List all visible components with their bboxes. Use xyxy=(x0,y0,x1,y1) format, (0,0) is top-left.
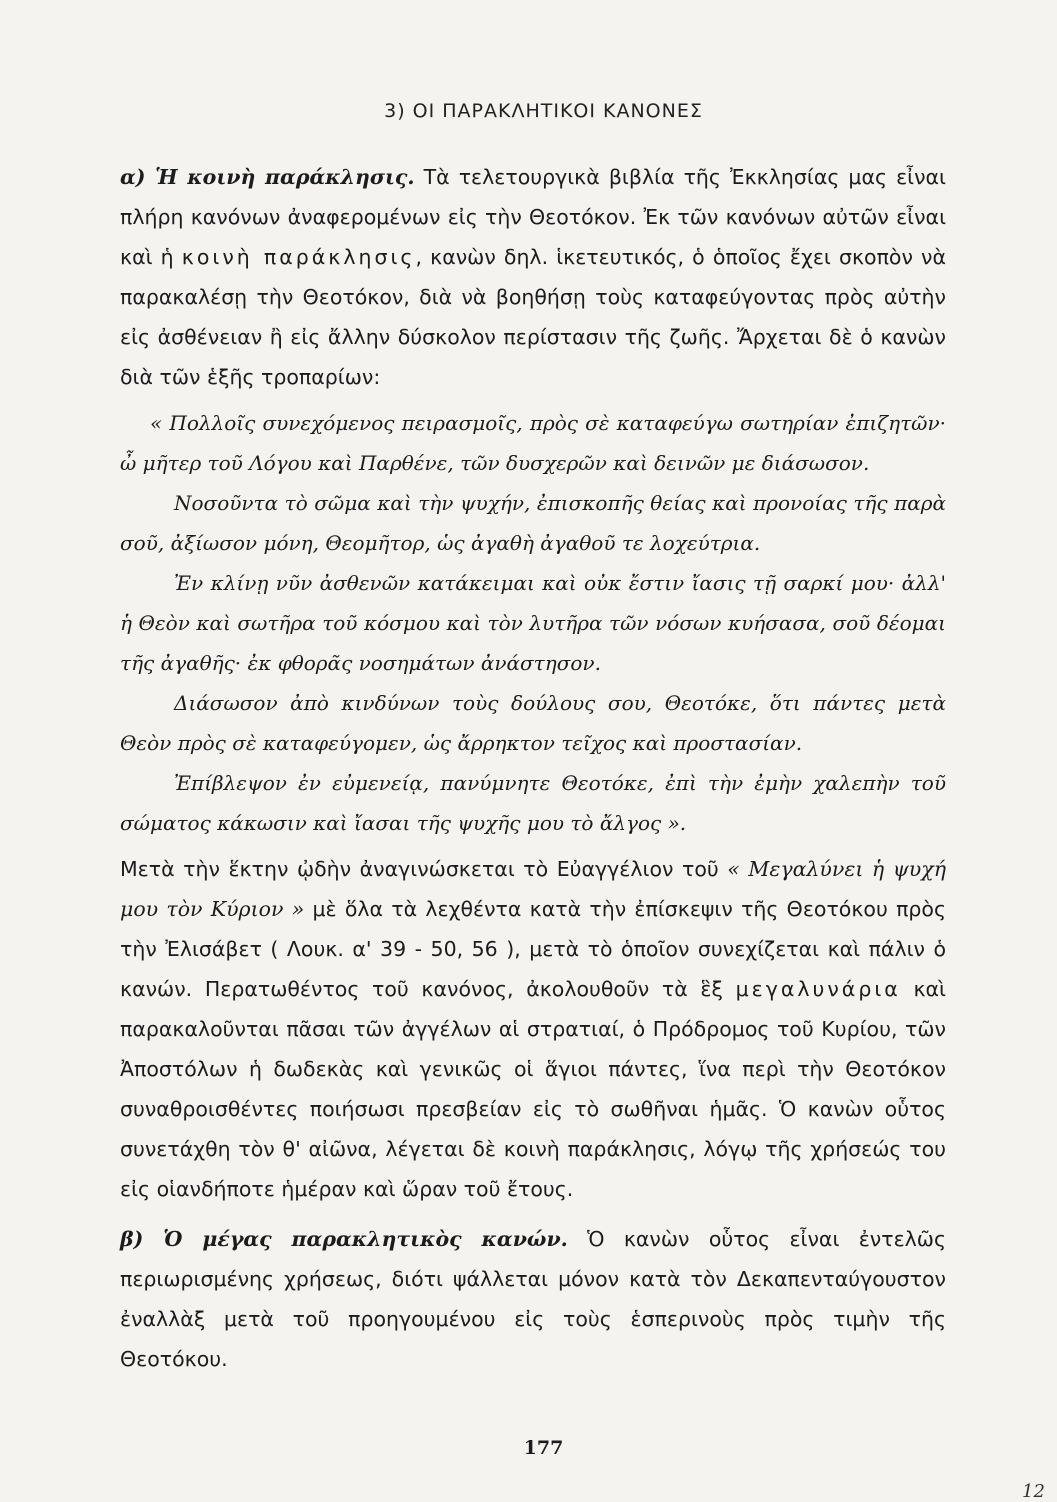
section-a-heading: α) Ἡ κοινὴ παράκλησις. xyxy=(120,165,415,189)
page-body xyxy=(120,157,946,1379)
troparia-quote-block xyxy=(120,403,946,843)
troparion-3: Ἐν κλίνῃ νῦν ἀσθενῶν κατάκειμαι καὶ οὐκ ἔστιν ἴασις τῇ σαρκί μου· ἀλλ' ἡ Θεὸν καὶ σωτῆρα τοῦ κόσμου καὶ τὸν λυτῆρα τῶν νόσων κυήσασα, σοῦ δέομαι τῆς ἀγαθῆς· ἐκ φθορᾶς νοσημάτων ἀνάστησον. xyxy=(120,571,946,675)
megalynaria-term: μεγαλυνάρια xyxy=(735,977,901,1001)
paragraph-great-supplication xyxy=(120,1219,946,1379)
magnificat-title: « Μεγαλύνει ἡ ψυχή μου τὸν Κύριον » xyxy=(120,857,946,921)
paragraph-common-supplication xyxy=(120,157,946,397)
after-quotes-text-1: Μετὰ τὴν ἕκτην ᾠδὴν ἀναγινώσκεται τὸ Εὐαγγέλιον τοῦ xyxy=(120,857,728,881)
section-b-text: Ὁ κανὼν οὗτος εἶναι ἐντελῶς περιωρισμένης χρήσεως, διότι ψάλλεται μόνον κατὰ τὸν Δεκαπενταύγουστον ἐναλλὰξ μετὰ τοῦ προηγουμένου εἰς τοὺς ἑσπερινοὺς πρὸς τιμὴν τῆς Θεοτόκου. xyxy=(120,1227,946,1371)
troparion-5: Ἐπίβλεψον ἐν εὐμενείᾳ, πανύμνητε Θεοτόκε, ἐπὶ τὴν ἐμὴν χαλεπὴν τοῦ σώματος κάκωσιν καὶ ἴασαι τῆς ψυχῆς μου τὸ ἄλγος ». xyxy=(120,771,946,835)
section-b-heading: β) Ὁ μέγας παρακλητικὸς κανών. xyxy=(120,1227,568,1251)
paragraph-after-sixth-ode xyxy=(120,849,946,1209)
after-quotes-text-3: καὶ παρακαλοῦνται πᾶσαι τῶν ἀγγέλων αἱ στρατιαί, ὁ Πρόδρομος τοῦ Κυρίου, τῶν Ἀποστόλων ἡ δωδεκὰς καὶ γενικῶς οἱ ἅγιοι πάντες, ἵνα περὶ τὴν Θεοτόκον συναθροισθέντες ποιήσωσι πρεσβείαν εἰς τὸ σωθῆναι ἡμᾶς. Ὁ κανὼν οὗτος συνετάχθη τὸν θ' αἰῶνα, λέγεται δὲ κοινὴ παράκλησις, λόγῳ τῆς χρήσεώς του εἰς οἱανδήποτε ἡμέραν καὶ ὥραν τοῦ ἔτους. xyxy=(120,977,946,1201)
section-a-text-2: , κανὼν δηλ. ἱκετευτικός, ὁ ὁποῖος ἔχει σκοπὸν νὰ παρακαλέσῃ τὴν Θεοτόκον, διὰ νὰ βοηθήσῃ τοὺς καταφεύγοντας πρὸς αὐτὴν εἰς ἀσθένειαν ἢ εἰς ἄλλην δύσκολον περίστασιν τῆς ζωῆς. Ἄρχεται δὲ ὁ κανὼν διὰ τῶν ἑξῆς τροπαρίων: xyxy=(120,245,946,389)
troparion-1: « Πολλοῖς συνεχόμενος πειρασμοῖς, πρὸς σὲ καταφεύγω σωτηρίαν ἐπιζητῶν· ὦ μῆτερ τοῦ Λόγου καὶ Παρθένε, τῶν δυσχερῶν καὶ δεινῶν με διάσωσον. xyxy=(120,411,946,475)
section-a-spaced-term: κοινὴ παράκλησις xyxy=(181,245,416,269)
page-number: 177 xyxy=(523,1437,564,1459)
signature-mark: 12 xyxy=(1022,1481,1045,1502)
troparion-2: Νοσοῦντα τὸ σῶμα καὶ τὴν ψυχήν, ἐπισκοπῆς θείας καὶ προνοίας τῆς παρὰ σοῦ, ἀξίωσον μόνη, Θεομῆτορ, ὡς ἀγαθὴ ἀγαθοῦ τε λοχεύτρια. xyxy=(120,491,946,555)
chapter-header: 3) ΟΙ ΠΑΡΑΚΛΗΤΙΚΟΙ ΚΑΝΟΝΕΣ xyxy=(384,100,703,122)
troparion-4: Διάσωσον ἀπὸ κινδύνων τοὺς δούλους σου, Θεοτόκε, ὅτι πάντες μετὰ Θεὸν πρὸς σὲ καταφεύγομεν, ὡς ἄρρηκτον τεῖχος καὶ προστασίαν. xyxy=(120,691,946,755)
after-quotes-text-2: μὲ ὅλα τὰ λεχθέντα κατὰ τὴν ἐπίσκεψιν τῆς Θεοτόκου πρὸς τὴν Ἐλισάβετ ( Λουκ. α' 39 - 50, 56 ), μετὰ τὸ ὁποῖον συνεχίζεται καὶ πάλιν ὁ κανών. Περατωθέντος τοῦ κανόνος, ἀκολουθοῦν τὰ ἓξ xyxy=(120,897,946,1001)
section-a-text-1: Τὰ τελετουργικὰ βιβλία τῆς Ἐκκλησίας μας εἶναι πλήρη κανόνων ἀναφερομένων εἰς τὴν Θεοτόκον. Ἐκ τῶν κανόνων αὐτῶν εἶναι καὶ ἡ xyxy=(120,165,946,269)
